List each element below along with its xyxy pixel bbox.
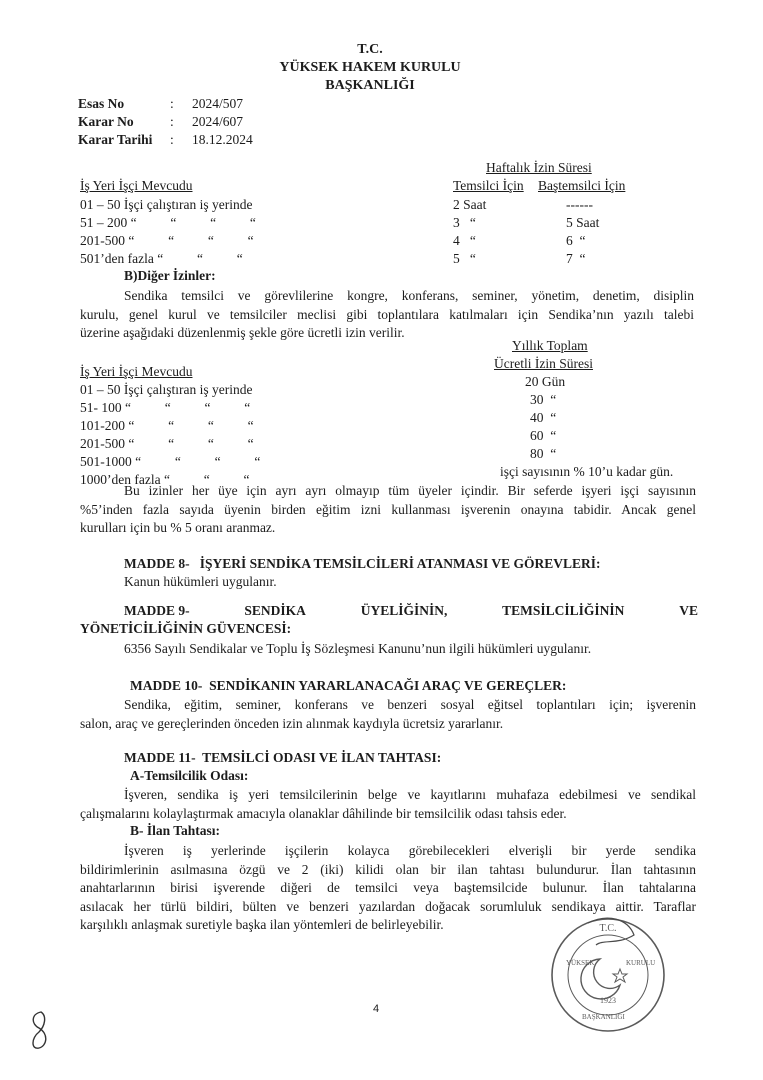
table1-row-r: ------	[566, 197, 593, 212]
svg-text:BAŞKANLIĞI: BAŞKANLIĞI	[582, 1013, 625, 1021]
madde9-title-word: ÜYELİĞİNİN,	[360, 603, 448, 618]
table2-row-v: 60 “	[530, 428, 557, 443]
table1-row-r: 5 Saat	[566, 215, 600, 230]
table1-row-a: 501’den fazla “ “ “	[80, 251, 243, 266]
karar-value: 2024/607	[192, 114, 244, 129]
table1-row-a: 01 – 50 İşçi çalıştıran iş yerinde	[80, 197, 253, 212]
b-section-paragraph	[80, 287, 694, 343]
tarih-label: Karar Tarihi	[78, 132, 153, 147]
table2-row-a: 51- 100 “ “ “ “	[80, 400, 251, 415]
svg-text:1923: 1923	[600, 996, 616, 1005]
madde10-paragraph	[80, 696, 696, 733]
header-institution: YÜKSEK HAKEM KURULU	[279, 60, 461, 75]
svg-text:T.C.: T.C.	[599, 923, 617, 934]
table1-row-a: 201-500 “ “ “ “	[80, 233, 254, 248]
madde9-title-word: MADDE 9-	[124, 603, 190, 618]
madde9-title-line2: YÖNETİCİLİĞİNİN GÜVENCESİ:	[80, 621, 292, 636]
paragraph-line: anahtarlarının birisi işverende diğeri de temsilci veya baştemsilcide bulunur. İlan tahtalarına	[80, 880, 696, 895]
table2-row-a: 1000’den fazla “ “ “	[80, 472, 250, 487]
table1-col-mid: Temsilci İçin	[453, 178, 524, 193]
header-presidency: BAŞKANLIĞI	[325, 78, 415, 93]
paragraph-line: %5’inden fazla sayıda üyenin birden eğitim izni kullanması işverenin onayına tabidir. Ancak genel	[80, 501, 696, 517]
table1-row-r: 7 “	[566, 251, 586, 266]
paragraph-line: üzerine aşağıdaki düzenlenmiş şekle göre ücretli izin verilir.	[80, 325, 405, 340]
handwritten-mark-icon	[25, 1008, 55, 1053]
paragraph-line: asılacak her türlü bildiri, bülten ve benzeri yazılardan doğacak sorumluluk sendikaya aittir. Taraflar	[80, 898, 696, 914]
madde9-title-word: TEMSİLCİLİĞİNİN	[502, 603, 625, 618]
table2-row-a: 201-500 “ “ “ “	[80, 436, 254, 451]
table1-title: Haftalık İzin Süresi	[486, 160, 592, 175]
esas-value: 2024/507	[192, 96, 244, 111]
paragraph-line: Bu izinler her üye için ayrı ayrı olmayıp tüm üyeler içindir. Bir seferde işyeri işçi sayısının	[124, 483, 696, 498]
svg-text:YÜKSEK: YÜKSEK	[566, 959, 595, 967]
official-seal-icon	[548, 915, 668, 1035]
table2-row-a: 101-200 “ “ “ “	[80, 418, 254, 433]
table2-title-1: Yıllık Toplam	[512, 338, 588, 353]
b-section-title: B)Diğer İzinler:	[124, 268, 216, 283]
table1-row-m: 2 Saat	[453, 197, 487, 212]
table2-note	[80, 482, 696, 538]
table2-row-a: 01 – 50 İşçi çalıştıran iş yerinde	[80, 382, 253, 397]
madde8-text: Kanun hükümleri uygulanır.	[124, 574, 277, 589]
madde9-title-word: SENDİKA	[244, 603, 306, 618]
paragraph-line: bildirimlerinin asılmasına özgü ve 2 (iki) kilidi olan bir ilan tahtası bulundurur. İlan tahtasının	[80, 861, 696, 877]
table1-row-m: 4 “	[453, 233, 476, 248]
paragraph-line: İşveren iş yerlerinde işçilerin kolayca görebilecekleri elverişli bir yerde sendika	[124, 843, 696, 858]
paragraph-line: Sendika temsilci ve görevlilerine kongre, konferans, seminer, yönetim, denetim, disiplin	[124, 288, 694, 303]
paragraph-line: karşılıklı anlaşmak suretiyle başka ilan yöntemleri de belirleyebilir.	[80, 917, 444, 932]
esas-label: Esas No	[78, 96, 125, 111]
tarih-value: 18.12.2024	[192, 132, 253, 147]
table1-col-left: İş Yeri İşçi Mevcudu	[80, 178, 193, 193]
paragraph-line: çalışmalarını kolaylaştırmak amacıyla olanaklar dâhilinde bir temsilcilik odası tahsis eder.	[80, 805, 567, 821]
table1-row-m: 5 “	[453, 251, 476, 266]
table2-col-left: İş Yeri İşçi Mevcudu	[80, 364, 193, 379]
madde11-a-paragraph	[80, 786, 696, 823]
paragraph-line: kurulları için bu % 5 oranı aranmaz.	[80, 520, 276, 535]
paragraph-line: salon, araç ve gereçlerinden önceden izin alınmak kaydıyla ücretsiz yararlanır.	[80, 715, 504, 731]
table2-row-v: işçi sayısının % 10’u kadar gün.	[500, 464, 674, 479]
table2-row-a: 501-1000 “ “ “ “	[80, 454, 261, 469]
table2-row-v: 80 “	[530, 446, 557, 461]
page-number: 4	[373, 1003, 380, 1015]
karar-colon: :	[170, 114, 174, 129]
madde9-title-word: VE	[679, 603, 698, 618]
madde8-title: MADDE 8- İŞYERİ SENDİKA TEMSİLCİLERİ ATANMASI VE GÖREVLERİ:	[124, 556, 601, 571]
table1-row-m: 3 “	[453, 215, 476, 230]
madde11-b-title: B- İlan Tahtası:	[130, 823, 221, 838]
table2-row-v: 20 Gün	[525, 374, 566, 389]
table2-row-v: 30 “	[530, 392, 557, 407]
paragraph-line: Sendika, eğitim, seminer, konferans ve benzeri sosyal eğitsel toplantıları için; işverenin	[124, 697, 696, 712]
karar-label: Karar No	[78, 114, 134, 129]
paragraph-line: kurulu, genel kurul ve temsilciler meclisi gibi toplantılara katılmaları için Sendika’nın yazılı talebi	[80, 306, 694, 322]
header-tc: T.C.	[357, 42, 383, 57]
madde9-title-line1	[124, 603, 698, 619]
table1-col-right: Baştemsilci İçin	[538, 178, 626, 193]
table1-row-a: 51 – 200 “ “ “ “	[80, 215, 256, 230]
tarih-colon: :	[170, 132, 174, 147]
madde11-title: MADDE 11- TEMSİLCİ ODASI VE İLAN TAHTASI:	[124, 750, 442, 765]
table2-row-v: 40 “	[530, 410, 557, 425]
madde10-title: MADDE 10- SENDİKANIN YARARLANACAĞI ARAÇ VE GEREÇLER:	[130, 678, 567, 693]
paragraph-line: İşveren, sendika iş yeri temsilcilerinin belge ve kayıtlarını muhafaza edebilmesi ve sendikal	[124, 787, 696, 802]
table2-title-2: Ücretli İzin Süresi	[494, 356, 593, 371]
madde9-text: 6356 Sayılı Sendikalar ve Toplu İş Sözleşmesi Kanunu’nun ilgili hükümleri uygulanır.	[124, 641, 592, 656]
madde11-a-title: A-Temsilcilik Odası:	[130, 768, 249, 783]
esas-colon: :	[170, 96, 174, 111]
svg-text:KURULU: KURULU	[626, 959, 656, 967]
table1-row-r: 6 “	[566, 233, 586, 248]
